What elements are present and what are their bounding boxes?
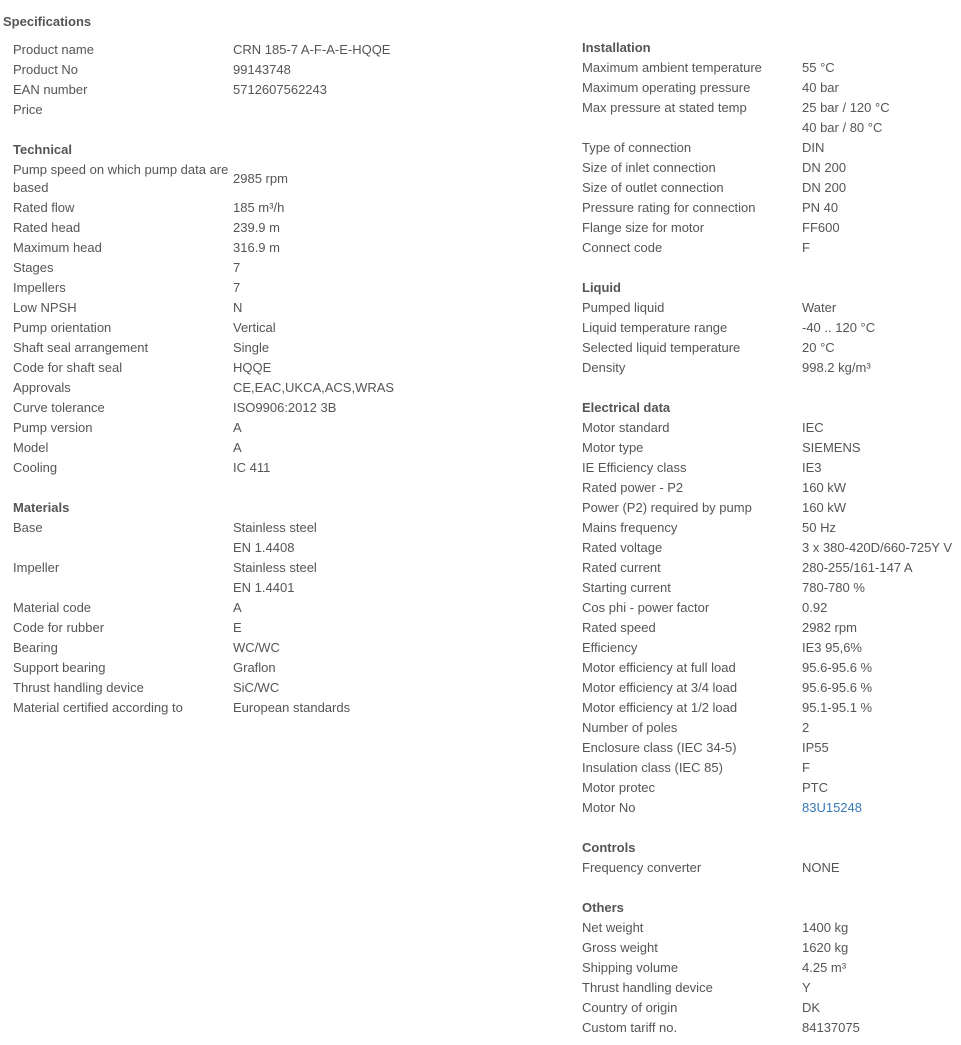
spec-value: Y (802, 980, 811, 995)
section-heading: Installation (582, 40, 651, 55)
spec-row (582, 338, 961, 358)
spec-label: Product No (13, 62, 79, 77)
spec-label: Thrust handling device (582, 980, 713, 995)
spec-label: Maximum head (13, 240, 102, 255)
spec-value: Vertical (233, 320, 276, 335)
spec-label: Product name (13, 42, 94, 57)
spec-label: Rated flow (13, 200, 75, 215)
spec-value: N (233, 300, 243, 315)
spec-value: 99143748 (233, 62, 291, 77)
motor-no-link[interactable]: 83U15248 (802, 800, 862, 815)
spec-value: 3 x 380-420D/660-725Y V (802, 540, 953, 555)
spec-row (582, 98, 961, 118)
spec-row (582, 498, 961, 518)
section-controls (582, 838, 961, 878)
spec-value: PTC (802, 780, 828, 795)
spec-row (582, 318, 961, 338)
spec-label: Cos phi - power factor (582, 600, 710, 615)
spec-value: Stainless steel (233, 560, 317, 575)
spec-value: 0.92 (802, 600, 828, 615)
spec-value: 40 bar (802, 80, 839, 95)
spec-label: Pump orientation (13, 320, 112, 335)
section-spacer (582, 878, 961, 898)
spec-value: 1620 kg (802, 940, 849, 955)
spec-value: 316.9 m (233, 240, 280, 255)
spec-label: Number of poles (582, 720, 678, 735)
spec-label: Liquid temperature range (582, 320, 728, 335)
spec-row (13, 198, 558, 218)
spec-value: EN 1.4401 (233, 580, 295, 595)
spec-label: Rated current (582, 560, 661, 575)
spec-row (13, 338, 558, 358)
spec-value: 55 °C (802, 60, 835, 75)
spec-label: Size of inlet connection (582, 160, 716, 175)
spec-row (582, 718, 961, 738)
section-heading: Liquid (582, 280, 621, 295)
spec-row (13, 638, 558, 658)
spec-label: Rated voltage (582, 540, 663, 555)
spec-row (13, 578, 558, 598)
spec-value: IE3 (802, 460, 822, 475)
spec-value: PN 40 (802, 200, 839, 215)
spec-row (13, 658, 558, 678)
spec-row (13, 278, 558, 298)
spec-value: Stainless steel (233, 520, 317, 535)
spec-row (582, 58, 961, 78)
spec-value: 239.9 m (233, 220, 280, 235)
spec-label: Approvals (13, 380, 71, 395)
spec-label: Maximum ambient temperature (582, 60, 762, 75)
spec-label: EAN number (13, 82, 88, 97)
spec-label: Enclosure class (IEC 34-5) (582, 740, 737, 755)
spec-label: Max pressure at stated temp (582, 100, 747, 115)
spec-value: A (233, 440, 242, 455)
spec-label (582, 118, 802, 138)
spec-label: Efficiency (582, 640, 638, 655)
spec-label: Mains frequency (582, 520, 678, 535)
section-liquid (582, 278, 961, 378)
spec-label (13, 578, 233, 598)
section-spacer (13, 478, 558, 498)
spec-row (582, 458, 961, 478)
spec-row (13, 618, 558, 638)
spec-value: 2 (802, 720, 810, 735)
spec-row (582, 538, 961, 558)
spec-value: 2982 rpm (802, 620, 857, 635)
spec-label: Density (582, 360, 626, 375)
spec-value: 4.25 m³ (802, 960, 847, 975)
spec-label: Gross weight (582, 940, 658, 955)
spec-row (582, 598, 961, 618)
section-heading: Others (582, 900, 624, 915)
spec-value: IE3 95,6% (802, 640, 862, 655)
spec-value: 280-255/161-147 A (802, 560, 913, 575)
spec-value: IEC (802, 420, 824, 435)
spec-row (582, 118, 961, 138)
page-title: Specifications (3, 14, 92, 29)
spec-row (13, 80, 558, 100)
spec-value: Water (802, 300, 837, 315)
spec-label: Net weight (582, 920, 644, 935)
spec-label: Model (13, 440, 49, 455)
spec-row (13, 678, 558, 698)
spec-label: Frequency converter (582, 860, 702, 875)
spec-label: Motor type (582, 440, 644, 455)
spec-label: Curve tolerance (13, 400, 105, 415)
spec-label: Type of connection (582, 140, 692, 155)
spec-row (582, 158, 961, 178)
spec-label: Code for shaft seal (13, 360, 123, 375)
spec-value: SiC/WC (233, 680, 280, 695)
spec-row (582, 238, 961, 258)
spec-label: Motor protec (582, 780, 655, 795)
section-heading: Electrical data (582, 400, 671, 415)
spec-row (13, 358, 558, 378)
spec-label: Motor No (582, 800, 636, 815)
spec-value: -40 .. 120 °C (802, 320, 876, 335)
spec-row (582, 1018, 961, 1038)
spec-row (13, 160, 558, 198)
spec-value: 780-780 % (802, 580, 865, 595)
spec-row (13, 518, 558, 538)
spec-label: Insulation class (IEC 85) (582, 760, 723, 775)
spec-row (582, 298, 961, 318)
spec-row (582, 198, 961, 218)
spec-label: Low NPSH (13, 300, 77, 315)
spec-value: EN 1.4408 (233, 540, 295, 555)
spec-label (13, 538, 233, 558)
spec-row (13, 40, 558, 60)
spec-row (13, 238, 558, 258)
spec-value: DN 200 (802, 160, 847, 175)
spec-row (13, 218, 558, 238)
spec-value: DN 200 (802, 180, 847, 195)
spec-row (13, 698, 558, 718)
spec-row (13, 418, 558, 438)
spec-label: Size of outlet connection (582, 180, 724, 195)
spec-row (582, 438, 961, 458)
section-spacer (13, 120, 558, 140)
spec-label: Rated power - P2 (582, 480, 684, 495)
spec-row (582, 778, 961, 798)
section-materials (13, 498, 558, 718)
section-heading: Controls (582, 840, 636, 855)
spec-row (13, 100, 558, 120)
spec-value: 5712607562243 (233, 82, 327, 97)
section-technical (13, 140, 558, 478)
left-column (13, 40, 558, 718)
spec-label: Country of origin (582, 1000, 678, 1015)
spec-label: Starting current (582, 580, 671, 595)
spec-row (582, 558, 961, 578)
spec-label: Pump speed on which pump data are based (13, 162, 229, 195)
spec-label: Rated speed (582, 620, 656, 635)
spec-row (582, 78, 961, 98)
section-spacer (582, 258, 961, 278)
spec-label: Bearing (13, 640, 58, 655)
spec-value: 84137075 (802, 1020, 860, 1035)
spec-row (582, 958, 961, 978)
spec-value: 7 (233, 260, 241, 275)
spec-row (13, 398, 558, 418)
spec-label: Thrust handling device (13, 680, 144, 695)
spec-label: Cooling (13, 460, 58, 475)
spec-row (582, 738, 961, 758)
spec-label: Pump version (13, 420, 93, 435)
spec-row (582, 518, 961, 538)
section-spacer (582, 818, 961, 838)
spec-value: 95.6-95.6 % (802, 660, 873, 675)
spec-row (13, 258, 558, 278)
spec-value: 95.1-95.1 % (802, 700, 873, 715)
spec-row (13, 458, 558, 478)
section-heading: Technical (13, 142, 73, 157)
spec-value: 160 kW (802, 500, 847, 515)
spec-label: Shaft seal arrangement (13, 340, 149, 355)
spec-value: 1400 kg (802, 920, 849, 935)
spec-value: A (233, 420, 242, 435)
spec-label: Selected liquid temperature (582, 340, 741, 355)
spec-row (582, 678, 961, 698)
spec-row (582, 618, 961, 638)
spec-label: Motor efficiency at 1/2 load (582, 700, 738, 715)
spec-label: Shipping volume (582, 960, 679, 975)
spec-value: 998.2 kg/m³ (802, 360, 871, 375)
spec-row (13, 538, 558, 558)
spec-row (582, 918, 961, 938)
spec-value: A (233, 600, 242, 615)
section-others (582, 898, 961, 1038)
section-spacer (582, 378, 961, 398)
spec-label: Stages (13, 260, 54, 275)
spec-row (582, 798, 961, 818)
spec-value: DIN (802, 140, 825, 155)
spec-label: Code for rubber (13, 620, 105, 635)
spec-value: 20 °C (802, 340, 835, 355)
spec-row (582, 178, 961, 198)
spec-value: SIEMENS (802, 440, 861, 455)
spec-value: IC 411 (233, 460, 271, 475)
spec-label: Connect code (582, 240, 663, 255)
spec-label: Motor standard (582, 420, 670, 435)
spec-label: Impeller (13, 560, 60, 575)
spec-label: Pumped liquid (582, 300, 665, 315)
spec-value: F (802, 240, 810, 255)
spec-label: Motor efficiency at full load (582, 660, 736, 675)
spec-value: E (233, 620, 242, 635)
spec-row (582, 138, 961, 158)
spec-value: 7 (233, 280, 241, 295)
spec-row (13, 378, 558, 398)
section-heading: Materials (13, 500, 70, 515)
spec-label: Base (13, 520, 43, 535)
spec-value: WC/WC (233, 640, 280, 655)
spec-label: Custom tariff no. (582, 1020, 678, 1035)
spec-label: Impellers (13, 280, 66, 295)
section-product (13, 40, 558, 120)
spec-value: 2985 rpm (233, 171, 288, 186)
spec-row (582, 358, 961, 378)
spec-row (13, 60, 558, 80)
spec-label: Maximum operating pressure (582, 80, 751, 95)
spec-row (582, 578, 961, 598)
spec-label: Material code (13, 600, 92, 615)
spec-value: DK (802, 1000, 821, 1015)
spec-value: CRN 185-7 A-F-A-E-HQQE (233, 42, 391, 57)
spec-row (582, 658, 961, 678)
spec-row (582, 998, 961, 1018)
spec-row (582, 758, 961, 778)
spec-row (582, 418, 961, 438)
spec-label: Material certified according to (13, 700, 183, 715)
spec-value: 40 bar / 80 °C (802, 120, 883, 135)
spec-row (13, 558, 558, 578)
spec-value: Graflon (233, 660, 276, 675)
spec-row (13, 318, 558, 338)
spec-row (582, 638, 961, 658)
spec-label: Flange size for motor (582, 220, 705, 235)
section-electrical-data (582, 398, 961, 818)
spec-value: CE,EAC,UKCA,ACS,WRAS (233, 380, 395, 395)
spec-row (13, 438, 558, 458)
spec-label: Support bearing (13, 660, 106, 675)
spec-value: 25 bar / 120 °C (802, 100, 890, 115)
spec-value: FF600 (802, 220, 840, 235)
spec-value: F (802, 760, 810, 775)
spec-row (582, 978, 961, 998)
right-column (582, 38, 961, 1038)
spec-row (582, 938, 961, 958)
spec-label: Power (P2) required by pump (582, 500, 752, 515)
spec-value: HQQE (233, 360, 272, 375)
spec-value: 50 Hz (802, 520, 836, 535)
spec-row (582, 858, 961, 878)
spec-value: ISO9906:2012 3B (233, 400, 337, 415)
spec-label: Price (13, 102, 43, 117)
spec-value: 185 m³/h (233, 200, 285, 215)
spec-value: European standards (233, 700, 351, 715)
spec-value: 95.6-95.6 % (802, 680, 873, 695)
spec-row (582, 478, 961, 498)
spec-value: IP55 (802, 740, 829, 755)
spec-row (13, 298, 558, 318)
spec-value: Single (233, 340, 270, 355)
section-installation (582, 38, 961, 258)
spec-label: Rated head (13, 220, 81, 235)
spec-label: IE Efficiency class (582, 460, 687, 475)
spec-label: Motor efficiency at 3/4 load (582, 680, 738, 695)
spec-value: NONE (802, 860, 840, 875)
spec-row (13, 598, 558, 618)
spec-row (582, 698, 961, 718)
spec-label: Pressure rating for connection (582, 200, 756, 215)
spec-row (582, 218, 961, 238)
spec-value: 160 kW (802, 480, 847, 495)
